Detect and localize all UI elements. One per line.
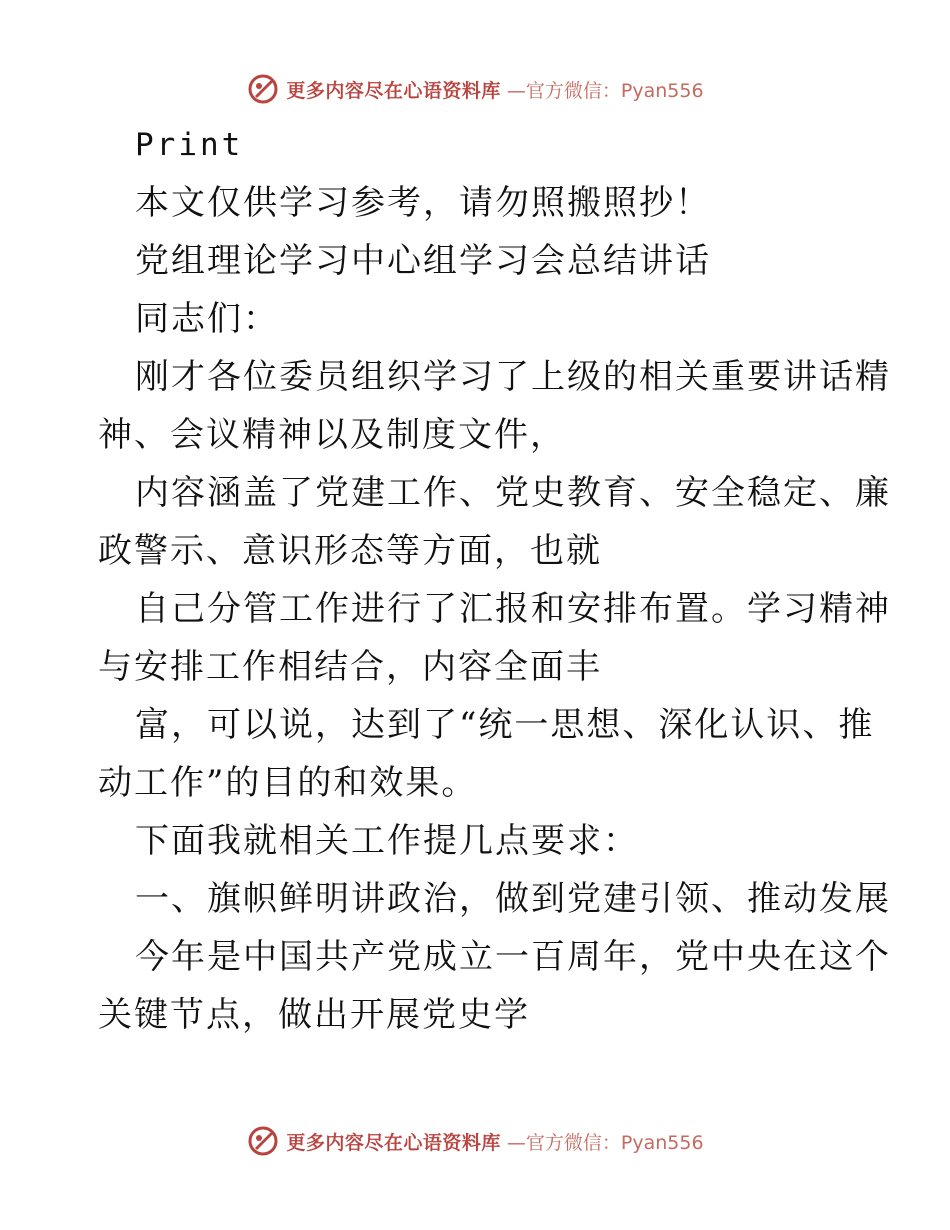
line: 党组理论学习中心组学习会总结讲话 bbox=[135, 241, 711, 281]
header-watermark bbox=[0, 72, 950, 106]
line: 动工作”的目的和效果。 bbox=[98, 763, 478, 803]
body-paragraph bbox=[98, 348, 891, 464]
line: 刚才各位委员组织学习了上级的相关重要讲话精 bbox=[135, 357, 891, 397]
body-paragraph bbox=[98, 928, 891, 1044]
body-paragraph bbox=[98, 580, 891, 696]
watermark-suffix: —官方微信：Pyan556 bbox=[506, 1131, 704, 1154]
watermark-suffix: —官方微信：Pyan556 bbox=[506, 79, 704, 102]
quill-logo-icon bbox=[246, 1124, 280, 1158]
line: 富，可以说，达到了“统一思想、深化认识、推 bbox=[135, 705, 875, 745]
line: 内容涵盖了党建工作、党史教育、安全稳定、廉 bbox=[135, 473, 891, 513]
body-paragraph bbox=[98, 464, 891, 580]
line: 一、旗帜鲜明讲政治，做到党建引领、推动发展 bbox=[135, 879, 891, 919]
print-label bbox=[98, 116, 858, 174]
watermark-text: 更多内容尽在心语资料库 bbox=[286, 79, 501, 102]
line: 政警示、意识形态等方面，也就 bbox=[98, 531, 602, 571]
line: 与安排工作相结合，内容全面丰 bbox=[98, 647, 602, 687]
section-heading bbox=[98, 870, 891, 928]
footer-watermark bbox=[0, 1124, 950, 1158]
document-body bbox=[98, 116, 891, 1044]
line: 关键节点，做出开展党史学 bbox=[98, 995, 530, 1035]
line: 本文仅供学习参考，请勿照搬照抄！ bbox=[135, 183, 711, 223]
document-title bbox=[98, 232, 858, 290]
salutation bbox=[98, 290, 858, 348]
line: Print bbox=[135, 127, 244, 163]
quill-logo-icon bbox=[246, 72, 280, 106]
watermark-text: 更多内容尽在心语资料库 bbox=[286, 1131, 501, 1154]
disclaimer bbox=[98, 174, 858, 232]
body-paragraph bbox=[98, 696, 875, 812]
line: 今年是中国共产党成立一百周年，党中央在这个 bbox=[135, 937, 891, 977]
line: 下面我就相关工作提几点要求： bbox=[135, 821, 639, 861]
line: 自己分管工作进行了汇报和安排布置。学习精神 bbox=[135, 589, 891, 629]
line: 同志们： bbox=[135, 299, 279, 339]
line: 神、会议精神以及制度文件， bbox=[98, 415, 566, 455]
body-paragraph bbox=[98, 812, 858, 870]
